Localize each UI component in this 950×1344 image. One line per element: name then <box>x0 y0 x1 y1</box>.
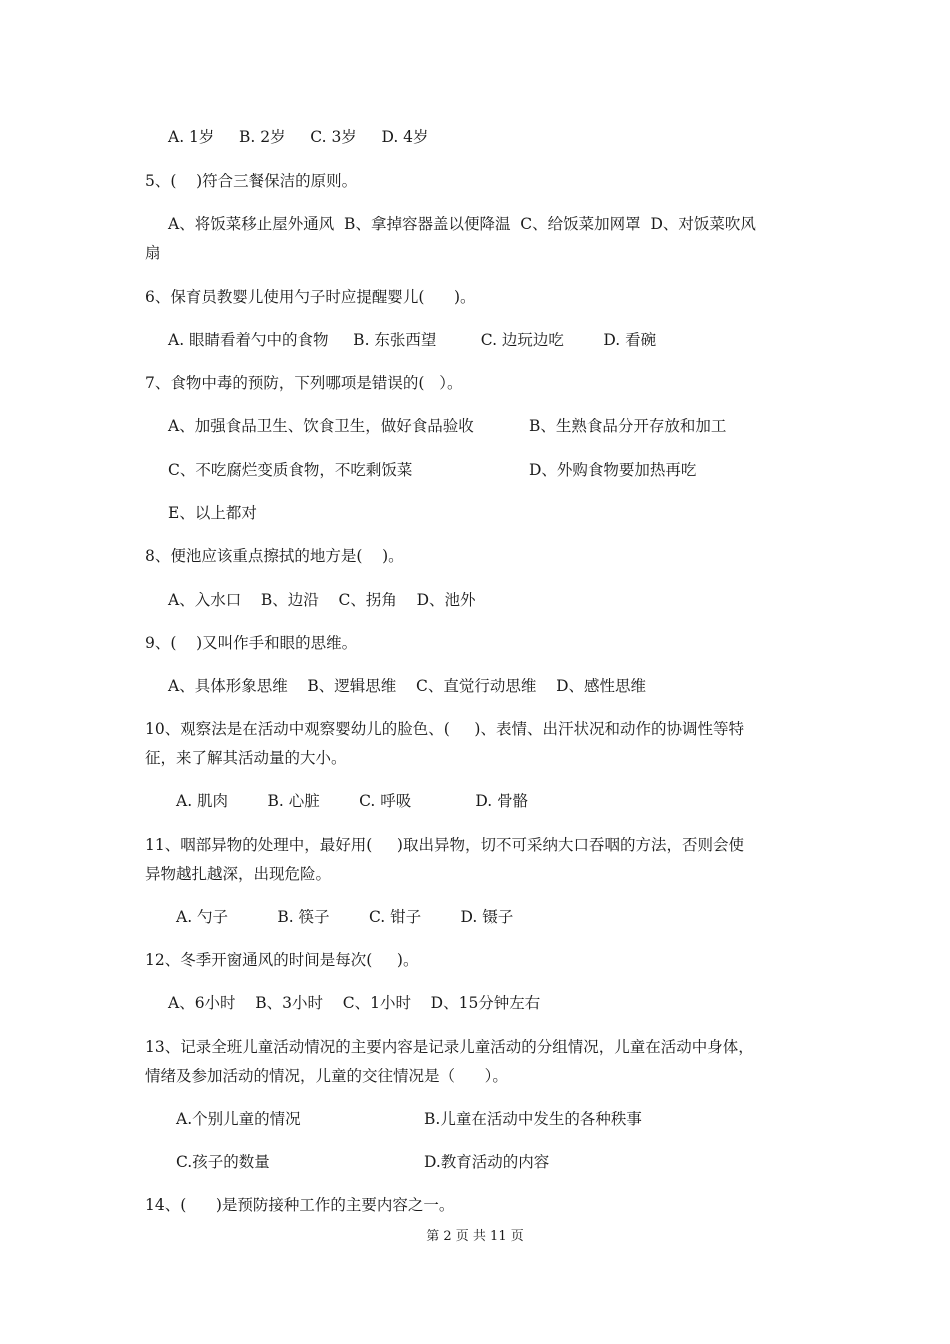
q8-question: 8、便池应该重点擦拭的地方是( )。 <box>145 547 404 565</box>
q13-option-c: C.孩子的数量 <box>176 1153 270 1171</box>
q7-option-a: A、加强食品卫生、饮食卫生，做好食品验收 <box>168 417 474 435</box>
q5-options: A、将饭菜移止屋外通风 B、拿掉容器盖以便降温 C、给饭菜加网罩 D、对饭菜吹风 <box>168 215 756 233</box>
q6-options: A. 眼睛看着勺中的食物 B. 东张西望 C. 边玩边吃 D. 看碗 <box>168 331 657 349</box>
q7-option-d: D、外购食物要加热再吃 <box>529 461 697 479</box>
q13-question-wrap: 情绪及参加活动的情况，儿童的交往情况是（ ）。 <box>145 1067 508 1085</box>
q13-question: 13、记录全班儿童活动情况的主要内容是记录儿童活动的分组情况，儿童在活动中身体， <box>145 1038 754 1056</box>
q14-question: 14、( )是预防接种工作的主要内容之一。 <box>145 1196 455 1214</box>
q8-options: A、入水口 B、边沿 C、拐角 D、池外 <box>168 591 476 609</box>
q11-options: A. 勺子 B. 筷子 C. 钳子 D. 镊子 <box>176 908 514 926</box>
q5-options-wrap: 扇 <box>145 244 161 262</box>
q5-question: 5、( )符合三餐保洁的原则。 <box>145 172 358 190</box>
q10-question: 10、观察法是在活动中观察婴幼儿的脸色、( )、表情、出汗状况和动作的协调性等特 <box>145 720 744 738</box>
q7-option-c: C、不吃腐烂变质食物，不吃剩饭菜 <box>168 461 413 479</box>
q12-options: A、6小时 B、3小时 C、1小时 D、15分钟左右 <box>168 994 541 1012</box>
q7-option-b: B、生熟食品分开存放和加工 <box>529 417 727 435</box>
q7-option-e: E、以上都对 <box>168 504 257 522</box>
q11-question-wrap: 异物越扎越深，出现危险。 <box>145 865 332 883</box>
q11-question: 11、咽部异物的处理中，最好用( )取出异物，切不可采纳大口吞咽的方法，否则会使 <box>145 836 744 854</box>
q13-option-a: A.个别儿童的情况 <box>176 1110 301 1128</box>
q7-question: 7、食物中毒的预防，下列哪项是错误的( ）。 <box>145 374 463 392</box>
q4-options: A. 1岁 B. 2岁 C. 3岁 D. 4岁 <box>168 128 429 146</box>
q10-question-wrap: 征，来了解其活动量的大小。 <box>145 749 347 767</box>
q9-options: A、具体形象思维 B、逻辑思维 C、直觉行动思维 D、感性思维 <box>168 677 646 695</box>
q10-options: A. 肌肉 B. 心脏 C. 呼吸 D. 骨骼 <box>176 792 529 810</box>
q6-question: 6、保育员教婴儿使用勺子时应提醒婴儿( )。 <box>145 288 476 306</box>
q13-option-d: D.教育活动的内容 <box>424 1153 550 1171</box>
page-footer: 第 2 页 共 11 页 <box>426 1229 524 1244</box>
q13-option-b: B.儿童在活动中发生的各种秩事 <box>424 1110 642 1128</box>
q9-question: 9、( )又叫作手和眼的思维。 <box>145 634 358 652</box>
q12-question: 12、冬季开窗通风的时间是每次( )。 <box>145 951 419 969</box>
